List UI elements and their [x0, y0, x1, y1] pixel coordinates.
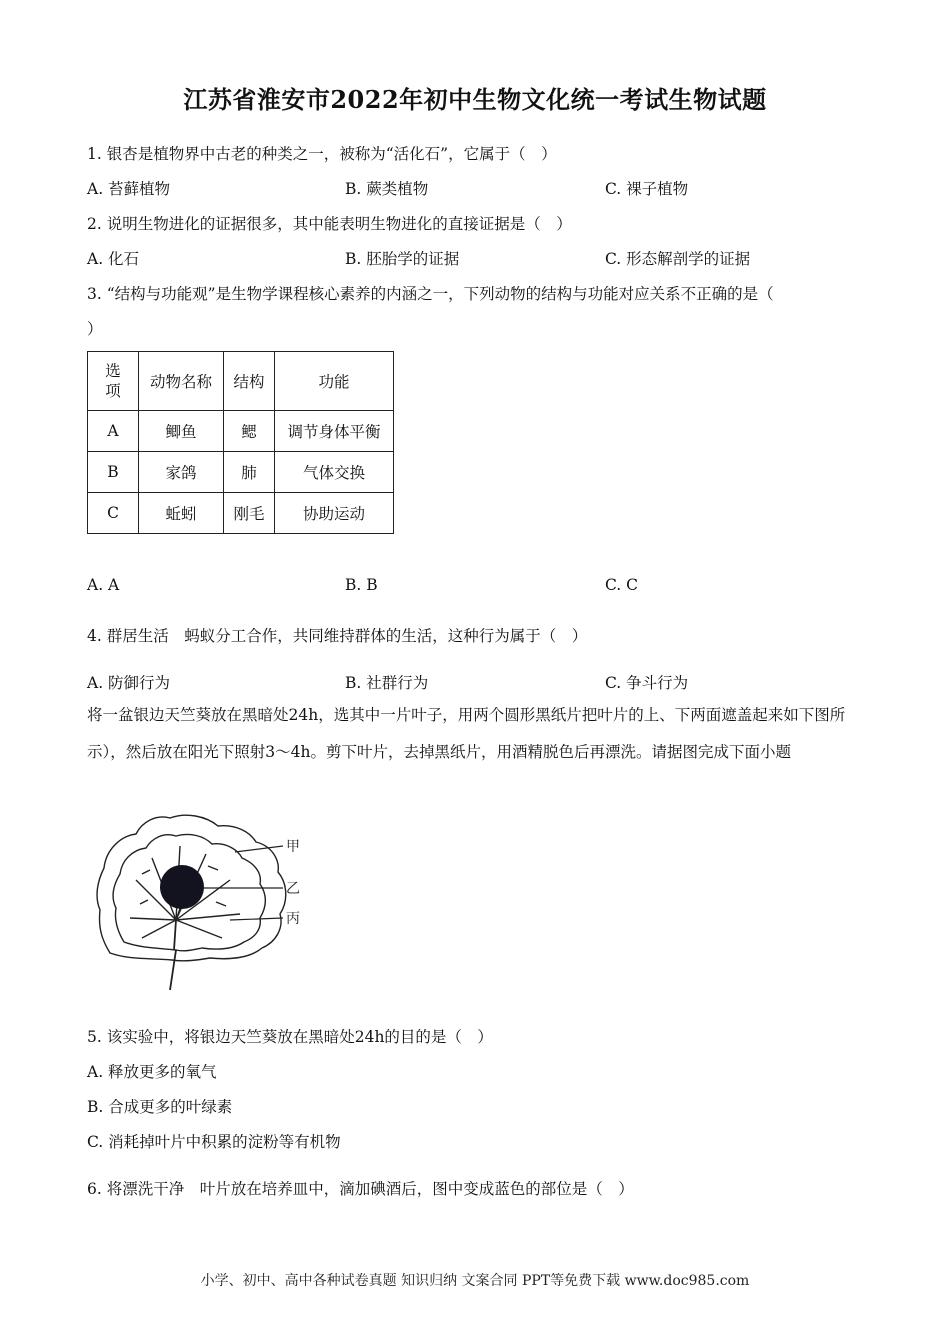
- black-paper-disc: [160, 865, 204, 909]
- label-bing: 丙: [286, 911, 300, 927]
- table-cell: A: [88, 411, 139, 452]
- q3-table: [87, 351, 394, 534]
- table-cell: B: [88, 452, 139, 493]
- table-cell: 协助运动: [275, 493, 394, 534]
- q5-option-b: B. 合成更多的叶绿素: [87, 1098, 233, 1116]
- q5-option-a: A. 释放更多的氧气: [87, 1063, 217, 1081]
- table-cell: 鳃: [224, 411, 275, 452]
- table-row: [88, 452, 394, 493]
- table-cell: 刚毛: [224, 493, 275, 534]
- q1-option-c: C. 裸子植物: [605, 180, 689, 198]
- table-header-row: [88, 352, 394, 411]
- leaf-figure: [90, 810, 320, 995]
- question-5-stem: 5. 该实验中，将银边天竺葵放在黑暗处24h的目的是（ ）: [87, 1028, 493, 1046]
- q2-option-a: A. 化石: [87, 250, 140, 268]
- q4-option-a: A. 防御行为: [87, 674, 171, 692]
- question-6-stem: 6. 将漂洗干净 叶片放在培养皿中，滴加碘酒后，图中变成蓝色的部位是（ ）: [87, 1180, 634, 1198]
- header-option: 选项: [105, 362, 121, 400]
- q3-option-a: A. A: [87, 576, 120, 594]
- q4-option-b: B. 社群行为: [345, 674, 429, 692]
- q3-option-c: C. C: [605, 576, 639, 594]
- table-cell: 鲫鱼: [139, 411, 224, 452]
- q4-option-c: C. 争斗行为: [605, 674, 689, 692]
- table-cell: 家鸽: [139, 452, 224, 493]
- q2-option-c: C. 形态解剖学的证据: [605, 250, 751, 268]
- table-header-cell: 动物名称: [139, 352, 224, 411]
- table-cell: 蚯蚓: [139, 493, 224, 534]
- table-header-cell: 结构: [224, 352, 275, 411]
- question-4-stem: 4. 群居生活 蚂蚁分工合作，共同维持群体的生活，这种行为属于（ ）: [87, 627, 588, 645]
- question-2-stem: 2. 说明生物进化的证据很多，其中能表明生物进化的直接证据是（ ）: [87, 215, 572, 233]
- q3-option-b: B. B: [345, 576, 378, 594]
- q1-option-b: B. 蕨类植物: [345, 180, 429, 198]
- table-header-cell: 功能: [275, 352, 394, 411]
- table-cell: 气体交换: [275, 452, 394, 493]
- table-cell: 调节身体平衡: [275, 411, 394, 452]
- table-row: [88, 411, 394, 452]
- table-header-cell: [88, 352, 139, 411]
- table-cell: 肺: [224, 452, 275, 493]
- label-yi: 乙: [286, 881, 300, 897]
- table-cell: C: [88, 493, 139, 534]
- footer: 小学、初中、高中各种试卷真题 知识归纳 文案合同 PPT等免费下载 www.doc985.com: [200, 1273, 750, 1289]
- page-title: 江苏省淮安市2022年初中生物文化统一考试生物试题: [183, 85, 767, 114]
- label-leaders: [204, 846, 283, 920]
- question-3-stem-cont: ）: [87, 320, 103, 338]
- table-row: [88, 493, 394, 534]
- q5-option-c: C. 消耗掉叶片中积累的淀粉等有机物: [87, 1133, 341, 1151]
- experiment-passage: 将一盆银边天竺葵放在黑暗处24h，选其中一片叶子，用两个圆形黑纸片把叶片的上、下两面遮盖起来如下图所示），然后放在阳光下照射3～4h。剪下叶片，去掉黑纸片，用酒精脱色后再漂洗。请据图完成下面小题: [87, 706, 846, 761]
- label-jia: 甲: [286, 839, 300, 855]
- question-1-stem: 1. 银杏是植物界中古老的种类之一，被称为“活化石”，它属于（ ）: [87, 145, 557, 163]
- q2-option-b: B. 胚胎学的证据: [345, 250, 460, 268]
- question-3-stem: 3. “结构与功能观”是生物学课程核心素养的内涵之一，下列动物的结构与功能对应关系不正确的是（: [87, 285, 774, 303]
- q1-option-a: A. 苔藓植物: [87, 180, 171, 198]
